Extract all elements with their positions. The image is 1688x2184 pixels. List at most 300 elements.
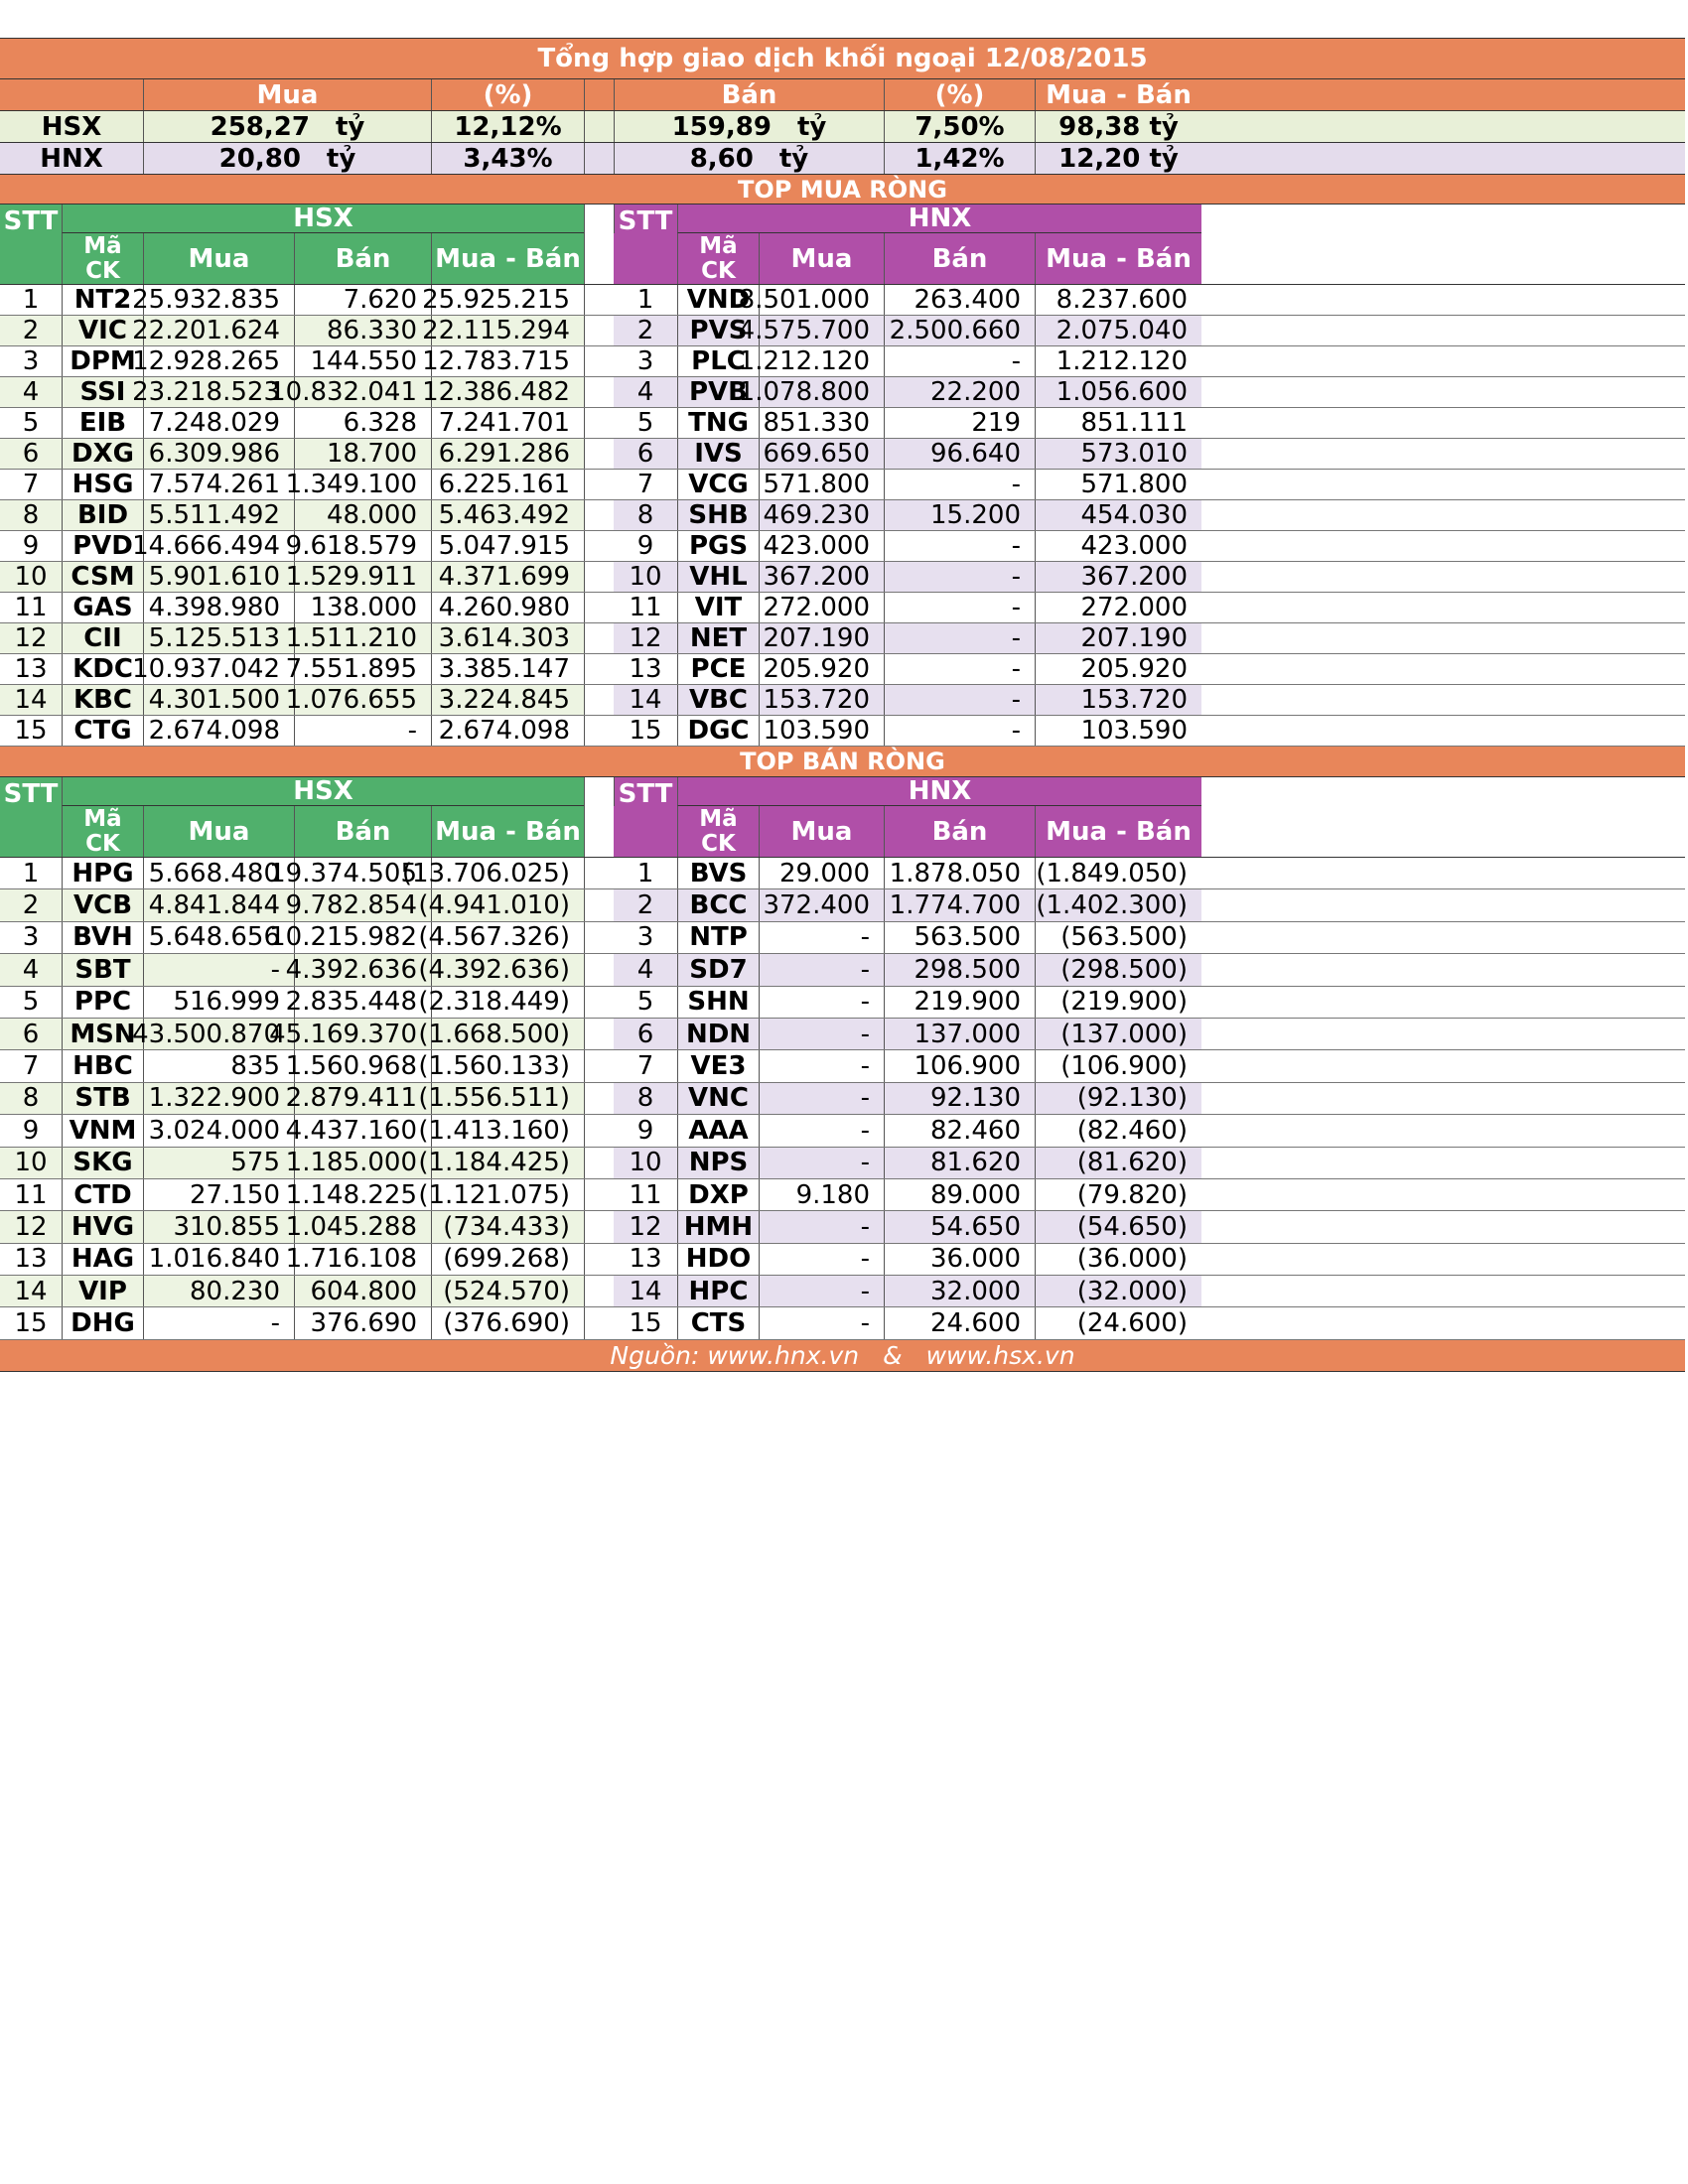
top-ban-table [0,858,1685,1340]
net-cell: 12.783.715 [431,346,584,376]
summary-header-pct-ban: (%) [884,79,1035,110]
stt-cell: 12 [629,623,662,653]
mua-cell: 423.000 [759,531,884,561]
mua-cell: 1.016.840 [143,1244,294,1275]
ban-cell: 1.560.968 [294,1050,431,1081]
table-row [0,1148,1685,1179]
ban-cell: 54.650 [884,1211,1035,1242]
mua-cell: 3.024.000 [143,1115,294,1146]
net-cell: (4.392.636) [431,954,584,985]
stt-cell: 13 [629,1244,662,1275]
stt-cell: 10 [14,1148,48,1178]
col-ban: Bán [294,233,431,284]
ban-cell: 1.529.911 [294,562,431,592]
table-row [0,346,1685,377]
ban-cell: 1.148.225 [294,1179,431,1210]
top-mua-table [0,285,1685,747]
net-cell: (81.620) [1035,1148,1201,1178]
table-row [0,439,1685,470]
ban-cell: 9.618.579 [294,531,431,561]
stt-cell: 1 [22,858,40,888]
stt-cell: 4 [22,954,40,985]
net-cell: (1.849.050) [1035,858,1201,888]
ticker-cell: BID [62,500,143,530]
net-cell: 2.674.098 [431,716,584,746]
ban-cell: 89.000 [884,1179,1035,1210]
ban-cell: 24.600 [884,1307,1035,1338]
ticker-cell: SKG [62,1148,143,1178]
col-stt: STT [3,206,59,236]
net-cell: (1.402.300) [1035,889,1201,920]
stt-cell: 2 [22,890,40,921]
ban-cell: 1.716.108 [294,1244,431,1275]
ban-cell: 376.690 [294,1307,431,1338]
source-separator: & [883,1340,903,1370]
mua-cell: 6.309.986 [143,439,294,469]
net-cell: (1.121.075) [431,1179,584,1210]
ticker-cell: PGS [677,531,759,561]
table-row [0,716,1685,747]
ban-cell: 106.900 [884,1050,1035,1081]
mua-cell: 8.501.000 [759,285,884,315]
net-cell: 6.225.161 [431,470,584,499]
mua-cell: 27.150 [143,1179,294,1210]
col-ma-ck: Mã CK [62,233,143,284]
stt-cell: 4 [636,954,654,985]
net-cell: 4.371.699 [431,562,584,592]
net-cell: 573.010 [1035,439,1201,469]
ticker-cell: VHL [677,562,759,592]
stt-cell: 12 [629,1211,662,1242]
ban-cell: 219 [884,408,1035,438]
top-mua-header [0,205,1685,285]
ticker-cell: HPG [62,858,143,888]
ticker-cell: HPC [677,1276,759,1306]
ticker-cell: PPC [62,987,143,1018]
stt-cell: 5 [22,408,40,438]
ban-cell: - [884,654,1035,684]
ban-cell: 263.400 [884,285,1035,315]
table-row [0,531,1685,562]
net-cell: (36.000) [1035,1244,1201,1275]
stt-cell: 4 [636,377,654,407]
summary-header-net: Mua - Bán [1035,79,1201,110]
net-cell: (1.413.160) [431,1115,584,1146]
mua-cell: - [759,1211,884,1242]
ban-cell: 32.000 [884,1276,1035,1306]
ban-cell: 219.900 [884,987,1035,1018]
net-cell: (524.570) [431,1276,584,1306]
mua-cell: 272.000 [759,593,884,622]
summary-header-ban: Bán [614,79,884,110]
mua-cell: 1.212.120 [759,346,884,376]
ban-cell: - [884,716,1035,746]
net-cell: (1.184.425) [431,1148,584,1178]
stt-cell: 12 [14,623,48,653]
mua-cell: - [759,954,884,985]
ticker-cell: VCB [62,889,143,920]
summary-mua-cell [143,111,431,142]
table-row [0,408,1685,439]
ban-cell: 92.130 [884,1083,1035,1114]
net-cell: (1.668.500) [431,1019,584,1049]
mua-cell: 22.201.624 [143,316,294,345]
table-row [0,285,1685,316]
section-title-row [0,747,1685,777]
col-net: Mua - Bán [1035,233,1201,284]
ticker-cell: BVH [62,922,143,953]
stt-cell: 9 [636,531,654,561]
net-cell: (4.567.326) [431,922,584,953]
net-cell: 367.200 [1035,562,1201,592]
net-cell: 272.000 [1035,593,1201,622]
section-title-top-mua: TOP MUA RÒNG [738,175,947,204]
table-row [0,685,1685,716]
table-row [0,623,1685,654]
mua-cell: 5.648.656 [143,922,294,953]
net-cell: 207.190 [1035,623,1201,653]
stt-cell: 6 [22,439,40,469]
page-title: Tổng hợp giao dịch khối ngoại 12/08/2015 [537,44,1148,73]
stt-cell: 7 [22,470,40,499]
ban-cell: 82.460 [884,1115,1035,1146]
table-row [0,889,1685,921]
stt-cell: 3 [22,922,40,953]
summary-mua-cell [143,143,431,174]
table-row [0,500,1685,531]
ticker-cell: KBC [62,685,143,715]
stt-cell: 15 [629,716,662,746]
ticker-cell: VCG [677,470,759,499]
summary-table [0,111,1685,175]
ban-cell: 10.215.982 [294,922,431,953]
ban-cell: - [884,470,1035,499]
ticker-cell: MSN [62,1019,143,1049]
table-row [0,1050,1685,1082]
table-row [0,1244,1685,1276]
col-net: Mua - Bán [1035,806,1201,857]
table-row [0,1276,1685,1307]
ticker-cell: VIT [677,593,759,622]
ticker-cell: CII [62,623,143,653]
summary-net: 12,20 tỷ [1035,143,1201,174]
ban-cell: 18.700 [294,439,431,469]
col-mua: Mua [143,233,294,284]
ticker-cell: PCE [677,654,759,684]
ticker-cell: HAG [62,1244,143,1275]
ban-cell: 2.879.411 [294,1083,431,1114]
mua-cell: 310.855 [143,1211,294,1242]
net-cell: 153.720 [1035,685,1201,715]
mua-cell: 835 [143,1050,294,1081]
ban-cell: 2.500.660 [884,316,1035,345]
foreign-trading-sheet [0,38,1685,1372]
ban-cell: 1.349.100 [294,470,431,499]
ticker-cell: HMH [677,1211,759,1242]
net-cell: 6.291.286 [431,439,584,469]
ticker-cell: STB [62,1083,143,1114]
hnx-label: HNX [677,777,1201,806]
mua-cell: 851.330 [759,408,884,438]
ban-cell: 86.330 [294,316,431,345]
stt-cell: 8 [22,500,40,530]
mua-cell: - [143,954,294,985]
table-row [0,954,1685,986]
stt-cell: 3 [636,922,654,953]
mua-cell: 5.511.492 [143,500,294,530]
table-row [0,1115,1685,1147]
ticker-cell: SSI [62,377,143,407]
net-cell: (79.820) [1035,1179,1201,1210]
ticker-cell: SD7 [677,954,759,985]
ban-cell: 138.000 [294,593,431,622]
mua-cell: - [759,1148,884,1178]
stt-cell: 14 [629,1276,662,1306]
ban-cell: 22.200 [884,377,1035,407]
ban-cell: 7.551.895 [294,654,431,684]
stt-cell: 11 [14,1179,48,1210]
stt-cell: 11 [14,593,48,622]
mua-cell: 4.841.844 [143,889,294,920]
ticker-cell: BVS [677,858,759,888]
mua-cell: 5.901.610 [143,562,294,592]
col-net: Mua - Bán [431,806,584,857]
net-cell: (376.690) [431,1307,584,1338]
source-hsx-link[interactable]: www.hsx.vn [925,1340,1075,1370]
col-mua: Mua [759,233,884,284]
ban-cell: - [884,685,1035,715]
stt-cell: 11 [629,593,662,622]
net-cell: (92.130) [1035,1083,1201,1114]
net-cell: 1.212.120 [1035,346,1201,376]
ban-cell: 6.328 [294,408,431,438]
mua-cell: 5.125.513 [143,623,294,653]
ban-cell: 96.640 [884,439,1035,469]
net-cell: (699.268) [431,1244,584,1275]
summary-mua-value: 20,80 [218,143,301,174]
ban-cell: 36.000 [884,1244,1035,1275]
net-cell: 5.047.915 [431,531,584,561]
summary-unit: tỷ [335,111,365,142]
table-row [0,987,1685,1019]
stt-cell: 9 [636,1115,654,1146]
source-row [0,1340,1685,1372]
ban-cell: 2.835.448 [294,987,431,1018]
col-ma-ck: Mã CK [677,806,759,857]
stt-cell: 15 [629,1308,662,1339]
net-cell: (1.560.133) [431,1050,584,1081]
net-cell: (32.000) [1035,1276,1201,1306]
ticker-cell: VE3 [677,1050,759,1081]
ban-cell: 144.550 [294,346,431,376]
stt-cell: 1 [636,285,654,315]
ticker-cell: DXP [677,1179,759,1210]
ticker-cell: CSM [62,562,143,592]
ban-cell: - [884,531,1035,561]
stt-cell: 6 [22,1019,40,1049]
stt-cell: 3 [636,346,654,376]
ticker-cell: IVS [677,439,759,469]
ticker-cell: HBC [62,1050,143,1081]
ticker-cell: SHN [677,987,759,1018]
ban-cell: 9.782.854 [294,889,431,920]
summary-header-pct-mua: (%) [431,79,584,110]
ban-cell: 81.620 [884,1148,1035,1178]
summary-pct-ban: 7,50% [884,111,1035,142]
net-cell: 22.115.294 [431,316,584,345]
net-cell: (298.500) [1035,954,1201,985]
ban-cell: - [884,623,1035,653]
ban-cell: 4.392.636 [294,954,431,985]
col-mua: Mua [143,806,294,857]
stt-cell: 2 [22,316,40,345]
mua-cell: - [759,1307,884,1338]
net-cell: 25.925.215 [431,285,584,315]
ban-cell: 19.374.505 [294,858,431,888]
title-row [0,38,1685,79]
ticker-cell: SHB [677,500,759,530]
mua-cell: 516.999 [143,987,294,1018]
source-hnx-link[interactable]: Nguồn: www.hnx.vn [610,1340,860,1370]
table-row [0,377,1685,408]
section-title-row [0,175,1685,205]
ticker-cell: HSG [62,470,143,499]
table-row [0,1307,1685,1339]
mua-cell: 207.190 [759,623,884,653]
stt-cell: 5 [22,987,40,1018]
ticker-cell: HVG [62,1211,143,1242]
summary-ban-value: 8,60 [689,143,754,174]
ticker-cell: NPS [677,1148,759,1178]
mua-cell: 43.500.870 [143,1019,294,1049]
stt-cell: 8 [636,1083,654,1114]
ticker-cell: VBC [677,685,759,715]
net-cell: (106.900) [1035,1050,1201,1081]
col-ban: Bán [294,806,431,857]
table-row [0,654,1685,685]
stt-cell: 13 [14,1244,48,1275]
mua-cell: - [759,1050,884,1081]
ticker-cell: PVD [62,531,143,561]
summary-ban-cell [614,143,884,174]
net-cell: (4.941.010) [431,889,584,920]
mua-cell: - [759,1019,884,1049]
mua-cell: 367.200 [759,562,884,592]
ticker-cell: BCC [677,889,759,920]
stt-cell: 14 [629,685,662,715]
ticker-cell: EIB [62,408,143,438]
mua-cell: 14.666.494 [143,531,294,561]
ticker-cell: CTD [62,1179,143,1210]
mua-cell: 10.937.042 [143,654,294,684]
summary-header-mua: Mua [143,79,431,110]
mua-cell: - [759,1244,884,1275]
net-cell: 5.463.492 [431,500,584,530]
ticker-cell: KDC [62,654,143,684]
summary-row [0,111,1685,143]
net-cell: 12.386.482 [431,377,584,407]
mua-cell: 1.322.900 [143,1083,294,1114]
stt-cell: 7 [22,1051,40,1082]
mua-cell: - [759,987,884,1018]
ticker-cell: AAA [677,1115,759,1146]
ban-cell: 298.500 [884,954,1035,985]
mua-cell: 103.590 [759,716,884,746]
net-cell: (2.318.449) [431,987,584,1018]
ban-cell: 563.500 [884,922,1035,953]
ticker-cell: PVS [677,316,759,345]
table-row [0,593,1685,623]
mua-cell: - [759,1083,884,1114]
net-cell: 2.075.040 [1035,316,1201,345]
stt-cell: 1 [636,858,654,888]
mua-cell: 669.650 [759,439,884,469]
mua-cell: 25.932.835 [143,285,294,315]
stt-cell: 10 [629,1148,662,1178]
net-cell: (1.556.511) [431,1083,584,1114]
ban-cell: 604.800 [294,1276,431,1306]
summary-ban-value: 159,89 [671,111,772,142]
summary-header-row [0,79,1685,111]
mua-cell: 4.301.500 [143,685,294,715]
col-net: Mua - Bán [431,233,584,284]
ban-cell: 1.185.000 [294,1148,431,1178]
mua-cell: 5.668.480 [143,858,294,888]
ban-cell: 1.774.700 [884,889,1035,920]
net-cell: 205.920 [1035,654,1201,684]
ticker-cell: DHG [62,1307,143,1338]
ticker-cell: NDN [677,1019,759,1049]
net-cell: 454.030 [1035,500,1201,530]
ticker-cell: NTP [677,922,759,953]
ban-cell: - [884,346,1035,376]
net-cell: 7.241.701 [431,408,584,438]
ban-cell: 1.076.655 [294,685,431,715]
net-cell: 3.614.303 [431,623,584,653]
summary-unit: tỷ [796,111,827,142]
mua-cell: 153.720 [759,685,884,715]
stt-cell: 13 [14,654,48,684]
net-cell: 423.000 [1035,531,1201,561]
ticker-cell: VNC [677,1083,759,1114]
table-row [0,1083,1685,1115]
stt-cell: 8 [22,1083,40,1114]
ban-cell: 1.045.288 [294,1211,431,1242]
stt-cell: 1 [22,285,40,315]
ticker-cell: CTG [62,716,143,746]
net-cell: (137.000) [1035,1019,1201,1049]
hsx-label: HSX [62,205,584,233]
ticker-cell: NT2 [62,285,143,315]
ticker-cell: DGC [677,716,759,746]
ban-cell: 7.620 [294,285,431,315]
col-mua: Mua [759,806,884,857]
net-cell: 3.224.845 [431,685,584,715]
ban-cell: 10.832.041 [294,377,431,407]
table-row [0,470,1685,500]
ticker-cell: CTS [677,1307,759,1338]
mua-cell: 29.000 [759,858,884,888]
mua-cell: 7.248.029 [143,408,294,438]
stt-cell: 12 [14,1211,48,1242]
summary-row [0,143,1685,175]
summary-unit: tỷ [326,143,356,174]
ticker-cell: VND [677,285,759,315]
net-cell: (563.500) [1035,922,1201,953]
stt-cell: 9 [22,1115,40,1146]
net-cell: (219.900) [1035,987,1201,1018]
stt-cell: 7 [636,470,654,499]
